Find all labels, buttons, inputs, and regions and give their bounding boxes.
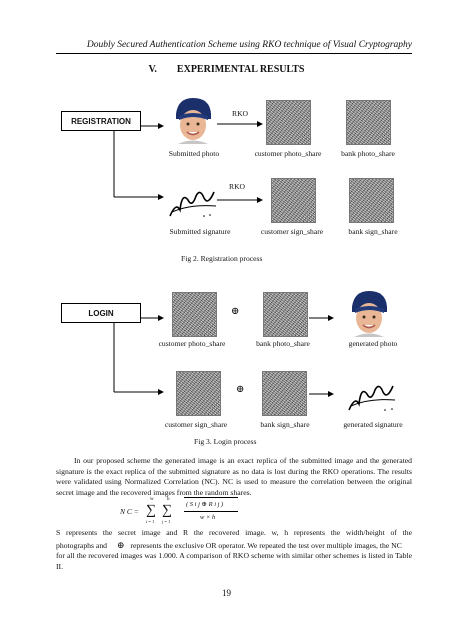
formula-overline xyxy=(184,497,238,498)
sum1-top: w xyxy=(150,497,154,502)
paragraph-2-rest: for all the recovered images was 1.000. A comparison of RKO scheme with similar other schemes is listed in Table II. xyxy=(56,551,412,571)
bank-sign-share-login xyxy=(262,371,307,416)
paragraph-2-line-1: S represents the secret image and R the recovered image. w, h represents the width/height of the xyxy=(56,528,412,537)
bank-sign-share-reg xyxy=(349,178,394,223)
caption-customer-sign-share-login: customer sign_share xyxy=(164,420,228,429)
figure2-caption: Fig 2. Registration process xyxy=(181,254,263,263)
running-header: Doubly Secured Authentication Scheme using RKO technique of Visual Cryptography xyxy=(86,40,412,50)
boy-photo-icon xyxy=(346,287,392,337)
paragraph-2-line-2 xyxy=(56,540,412,552)
rko-label-top: RKO xyxy=(232,109,249,118)
section-heading: V. EXPERIMENTAL RESULTS xyxy=(148,64,305,75)
caption-customer-photo-share-login: customer photo_share xyxy=(158,339,226,348)
caption-bank-photo-share: bank photo_share xyxy=(341,149,395,158)
page-number: 19 xyxy=(222,588,231,598)
sum2-bottom: j = 1 xyxy=(162,519,171,524)
paragraph-1: In our proposed scheme the generated image is an exact replica of the submitted image and the generated signature is the exact replica of the submitted signature as no data is lost during the RKO operations. The results were validated using Normalized Correlation (NC). NC is used to measure the correlation between the original secret image and the recovered images from the random shares. xyxy=(56,456,412,497)
submitted-photo xyxy=(170,94,216,144)
sum-sign-2: ∑ xyxy=(162,503,172,518)
bank-photo-share-reg xyxy=(346,100,391,145)
customer-sign-share-reg xyxy=(271,178,316,223)
customer-photo-share-reg xyxy=(266,100,311,145)
paragraph-2-line-2b: represents the exclusive OR operator. We repeated the test over multiple images, the NC xyxy=(130,541,402,550)
formula-numerator: ( S i j ⊕ R i j ) xyxy=(186,501,224,508)
rko-label-bottom: RKO xyxy=(229,182,246,191)
caption-customer-sign-share: customer sign_share xyxy=(260,227,324,236)
sum2-top: h xyxy=(167,497,170,502)
formula-fraction-bar xyxy=(184,511,238,512)
paragraph-2-line-2a: photographs and xyxy=(56,541,108,550)
registration-box: REGISTRATION xyxy=(61,111,141,131)
generated-photo xyxy=(346,287,392,337)
caption-bank-sign-share-login: bank sign_share xyxy=(260,420,310,429)
xor-inline-symbol: ⊕ xyxy=(116,540,125,550)
generated-signature xyxy=(345,376,401,416)
figure3-caption: Fig 3. Login process xyxy=(194,437,257,446)
customer-sign-share-login xyxy=(176,371,221,416)
signature-icon xyxy=(345,376,401,416)
nc-formula xyxy=(120,495,320,527)
sum1-bottom: i = 1 xyxy=(146,519,155,524)
xor-symbol-bottom: ⊕ xyxy=(236,384,245,395)
caption-bank-sign-share: bank sign_share xyxy=(348,227,398,236)
submitted-signature xyxy=(166,182,220,222)
formula-lhs: N C = xyxy=(120,507,139,516)
bank-photo-share-login xyxy=(263,292,308,337)
customer-photo-share-login xyxy=(172,292,217,337)
boy-photo-icon xyxy=(170,94,216,144)
caption-generated-signature: generated signature xyxy=(343,420,403,429)
caption-submitted-signature: Submitted signature xyxy=(169,227,231,236)
caption-submitted-photo: Submitted photo xyxy=(168,149,220,158)
caption-customer-photo-share: customer photo_share xyxy=(254,149,322,158)
sum-sign-1: ∑ xyxy=(146,503,156,518)
signature-icon xyxy=(166,182,220,222)
formula-denominator: w × h xyxy=(200,514,216,521)
caption-generated-photo: generated photo xyxy=(348,339,398,348)
login-box: LOGIN xyxy=(61,303,141,323)
caption-bank-photo-share-login: bank photo_share xyxy=(256,339,310,348)
xor-symbol-top: ⊕ xyxy=(231,306,240,317)
